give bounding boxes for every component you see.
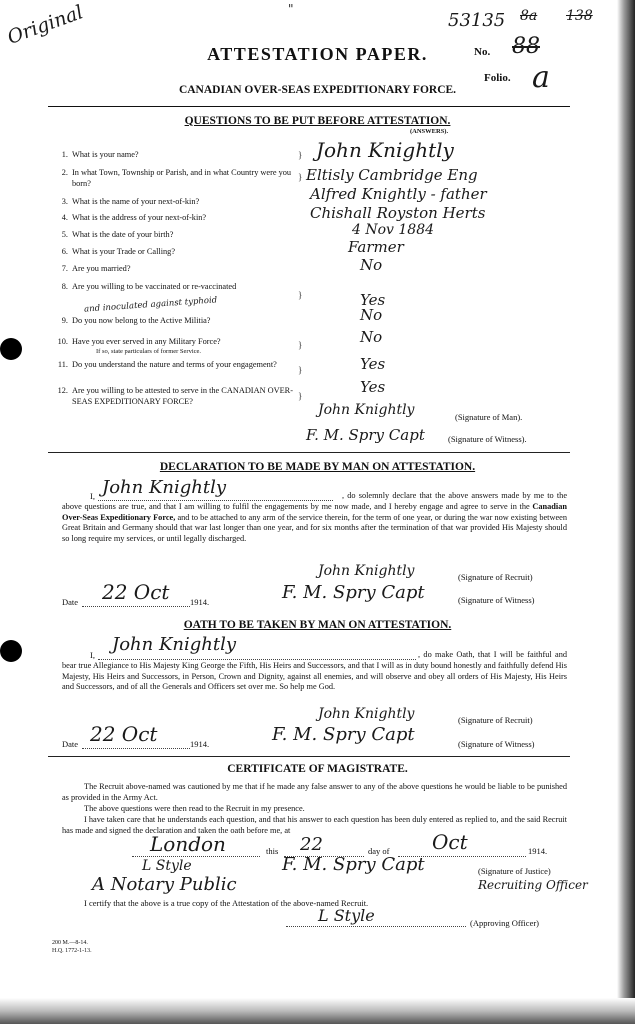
- recruit-signature-1: John Knightly: [318, 563, 415, 579]
- declaration-text: [62, 491, 567, 545]
- declaration-body-1: , do solemnly declare that the above answers made by me to the above questions are true, and that I am willing to fulfil the engagements by me now made, and I hereby engage and agree to serve in the: [62, 491, 567, 511]
- brace: }: [298, 290, 303, 300]
- witness-signature-label-2: (Signature of Witness): [458, 595, 535, 605]
- question-text: What is your Trade or Calling?: [72, 247, 176, 256]
- question-number: 12.: [57, 386, 68, 395]
- folio-value: a: [532, 60, 550, 95]
- witness-signature-label-1: (Signature of Witness).: [448, 434, 527, 444]
- oath-name: John Knightly: [112, 634, 237, 655]
- question-number: 3.: [61, 197, 68, 206]
- certificate-month: Oct: [432, 830, 468, 854]
- answer-5: 4 Nov 1884: [352, 222, 435, 238]
- question-text: What is your name?: [72, 150, 139, 159]
- scan-edge-right: [617, 0, 635, 1024]
- certificate-para-3: I have taken care that he understands each question, and that his answer to each question has been duly entered as replied to, and the said Recruit has made and signed the declaration and taken the oath before me, at: [62, 815, 567, 835]
- declaration-i: I,: [90, 491, 95, 501]
- answer-9: No: [360, 306, 383, 324]
- notary-public: A Notary Public: [92, 874, 237, 895]
- declaration-heading: DECLARATION TO BE MADE BY MAN ON ATTESTATION.: [159, 461, 476, 473]
- military-service-note: If so, state particulars of former Service.: [96, 348, 202, 355]
- form-subtitle: CANADIAN OVER-SEAS EXPEDITIONARY FORCE.: [178, 84, 457, 96]
- man-signature-label: (Signature of Man).: [455, 412, 523, 422]
- original-annotation: Original: [4, 1, 87, 49]
- question-number: 9.: [61, 316, 68, 325]
- oath-i: I,: [90, 650, 95, 660]
- certificate-day-of-label: day of: [368, 846, 390, 856]
- struck-number-1: 8a: [520, 8, 538, 24]
- header-rule: [48, 106, 570, 107]
- footer-line-1: 200 M.—8-14.: [52, 940, 88, 946]
- answer-12: Yes: [360, 378, 386, 396]
- section-rule: [48, 756, 570, 757]
- witness-signature-label-3: (Signature of Witness): [458, 739, 535, 749]
- question-text: What is the date of your birth?: [72, 230, 174, 239]
- witness-signature-2: F. M. Spry Capt: [282, 582, 425, 603]
- declaration-body-2: and to be attached to any arm of the service therein, for the term of one year, or during the war now existing between Great Britain and Germany should that war last longer than one year, and for six months after the termination of that war provided His Majesty should so long require my services, or until legally discharged.: [62, 512, 567, 544]
- question-text: What is the name of your next-of-kin?: [72, 197, 200, 206]
- no-label: No.: [474, 46, 491, 58]
- witness-signature-1: F. M. Spry Capt: [306, 426, 425, 444]
- oath-heading: OATH TO BE TAKEN BY MAN ON ATTESTATION.: [183, 619, 452, 631]
- folio-label: Folio.: [484, 72, 511, 84]
- certificate-year: 1914.: [528, 846, 548, 856]
- certificate-para-2: The above questions were then read to the Recruit in my presence.: [84, 804, 305, 813]
- answer-7: No: [360, 256, 383, 274]
- certificate-this-label: this: [266, 846, 279, 856]
- certificate-para-1: The Recruit above-named was cautioned by me that if he made any false answer to any of the above questions he would be liable to be punished as provided in the Army Act.: [62, 782, 567, 802]
- question-text: Are you willing to be vaccinated or re-vaccinated: [72, 282, 237, 291]
- force-name: Canadian Over-Seas Expeditionary Force,: [62, 501, 567, 522]
- answers-label: (ANSWERS).: [410, 128, 449, 135]
- punch-hole-top: [0, 338, 22, 360]
- approving-officer-signature: L Style: [318, 906, 375, 925]
- declaration-name: John Knightly: [102, 477, 227, 498]
- certify-text: I certify that the above is a true copy of the Attestation of the above-named Recruit.: [84, 898, 369, 908]
- witness-signature-3: F. M. Spry Capt: [272, 724, 415, 745]
- question-number: 4.: [61, 213, 68, 222]
- question-text: Are you married?: [72, 264, 131, 273]
- struck-number-2: 138: [566, 8, 593, 24]
- brace: }: [298, 150, 303, 160]
- brace: }: [298, 391, 303, 401]
- question-text: Do you now belong to the Active Militia?: [72, 316, 211, 325]
- justice-signature-label: (Signature of Justice): [478, 866, 551, 876]
- approving-line: [286, 926, 466, 927]
- regimental-number: 53135: [448, 10, 506, 31]
- answer-6: Farmer: [348, 238, 404, 256]
- approving-officer-label: (Approving Officer): [470, 918, 540, 928]
- oath-text: , do make Oath, that I will be faithful and bear true Allegiance to His Majesty King George the Fifth, His Heirs and Successors, and that I will as in duty bound honestly and faithfully defend His Majesty, His Heirs and Successors, in Person, Crown and Dignity, against all enemies, and will observe and obey all orders of His Majesty, His Heirs and Successors, and of all the Generals and Officers set over me. So help me God.: [62, 650, 567, 692]
- answer-1: John Knightly: [316, 138, 454, 162]
- declaration-date-label: Date: [62, 597, 79, 607]
- quote-mark: ": [288, 2, 294, 16]
- question-text: What is the address of your next-of-kin?: [72, 213, 207, 222]
- question-number: 1.: [61, 150, 68, 159]
- brace: }: [298, 172, 303, 182]
- form-title: ATTESTATION PAPER.: [207, 44, 428, 64]
- answer-4: Chishall Royston Herts: [310, 204, 486, 222]
- declaration-year: 1914.: [190, 597, 210, 607]
- brace: }: [298, 340, 303, 350]
- recruit-signature-label-2: (Signature of Recruit): [458, 715, 533, 725]
- answer-10: No: [360, 328, 383, 346]
- recruit-signature-label-1: (Signature of Recruit): [458, 572, 533, 582]
- punch-hole-bottom: [0, 640, 22, 662]
- recruit-signature-2: John Knightly: [318, 706, 415, 722]
- magistrate-signature: F. M. Spry Capt: [282, 854, 425, 875]
- question-number: 11.: [57, 360, 68, 369]
- certificate-place: London: [150, 832, 226, 856]
- oath-year: 1914.: [190, 739, 210, 749]
- place-line: [132, 856, 260, 857]
- oath-date: 22 Oct: [90, 722, 158, 746]
- question-number: 10.: [57, 337, 68, 346]
- certificate-heading: CERTIFICATE OF MAGISTRATE.: [227, 763, 408, 775]
- stamp-initials: L Style: [142, 858, 192, 874]
- scan-edge-bottom: [0, 998, 635, 1024]
- section-rule: [48, 452, 570, 453]
- answer-8: Yes: [360, 291, 386, 309]
- question-number: 7.: [61, 264, 68, 273]
- question-text: Do you understand the nature and terms of your engagement?: [72, 360, 277, 369]
- no-value: 88: [512, 34, 540, 59]
- date-line: [82, 748, 190, 749]
- brace: }: [298, 365, 303, 375]
- answer-2: Eltisly Cambridge Eng: [306, 166, 478, 184]
- answer-11: Yes: [360, 355, 386, 373]
- certificate-day: 22: [300, 834, 323, 855]
- questions-heading: QUESTIONS TO BE PUT BEFORE ATTESTATION.: [184, 115, 451, 127]
- question-text: Have you ever served in any Military Force?: [72, 337, 221, 346]
- man-signature: John Knightly: [318, 402, 415, 418]
- recruiting-officer-note: Recruiting Officer: [478, 878, 588, 892]
- question-text: In what Town, Township or Parish, and in what Country were you born?: [72, 168, 292, 188]
- footer-line-2: H.Q. 1772-1-13.: [52, 948, 92, 954]
- question-number: 5.: [61, 230, 68, 239]
- question-number: 2.: [61, 168, 68, 177]
- inoculated-note: and inoculated against typhoid: [83, 295, 218, 315]
- answer-3: Alfred Knightly - father: [310, 185, 487, 203]
- date-line: [82, 606, 190, 607]
- declaration-date: 22 Oct: [102, 580, 170, 604]
- oath-date-label: Date: [62, 739, 79, 749]
- question-text: Are you willing to be attested to serve in the CANADIAN OVER-SEAS EXPEDITIONARY FORCE?: [72, 386, 293, 406]
- question-number: 6.: [61, 247, 68, 256]
- question-number: 8.: [61, 282, 68, 291]
